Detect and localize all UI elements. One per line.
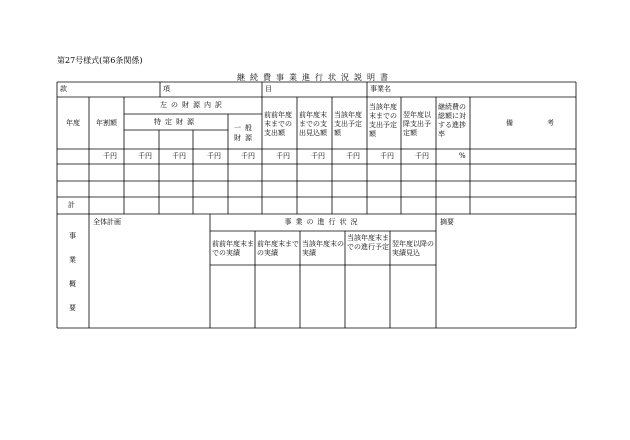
header-yokunendo: 翌年度以降支出予定額 bbox=[403, 111, 431, 137]
summary-char-2: 業 bbox=[69, 256, 76, 264]
col-zenzen-jisseki: 前前年度末までの実績 bbox=[212, 240, 254, 257]
unit-tokutei-3: 千円 bbox=[207, 152, 221, 160]
unit-yokunendo: 千円 bbox=[415, 152, 429, 160]
header-shinchoku: 継続費の総額に対する進捗率 bbox=[438, 103, 466, 138]
unit-tougai-shishutsu: 千円 bbox=[346, 152, 360, 160]
unit-tougai-made: 千円 bbox=[380, 152, 394, 160]
unit-zennendo: 千円 bbox=[311, 152, 325, 160]
jigyo-name-label: 事業名 bbox=[370, 85, 391, 93]
tekiyo-label: 摘要 bbox=[440, 218, 454, 226]
col-zennendo-jisseki: 前年度末までの実績 bbox=[257, 240, 299, 257]
header-tougai-made: 当該年度末までの支出予定額 bbox=[369, 103, 397, 138]
summary-char-4: 要 bbox=[69, 304, 76, 312]
header-nenwari: 年割額 bbox=[96, 119, 117, 127]
col-tougai-made-yotei: 当該年度末までの進行予定 bbox=[347, 234, 389, 251]
unit-shinchoku: % bbox=[459, 152, 466, 160]
unit-tokutei-2: 千円 bbox=[172, 152, 186, 160]
header-zaigen-uchiwake: 左の財源内訳 bbox=[160, 101, 226, 109]
header-zaigen: 財源 bbox=[234, 134, 256, 142]
document-title: 継続費事業進行状況説明書 bbox=[237, 73, 393, 82]
summary-char-1: 事 bbox=[69, 232, 76, 240]
summary-char-3: 概 bbox=[69, 280, 76, 288]
col-yokunendo-mikomi: 翌年度以降の実績見込 bbox=[392, 240, 434, 257]
header-tokutei-zaigen: 特定財源 bbox=[154, 118, 198, 126]
moku-label: 目 bbox=[265, 85, 272, 93]
kou-label: 項 bbox=[163, 85, 170, 93]
header-tougai-shishutsu: 当該年度支出予定額 bbox=[334, 111, 362, 137]
header-zenzen: 前前年度末までの支出額 bbox=[264, 111, 292, 137]
form-number: 第27号様式(第6条関係) bbox=[57, 56, 143, 65]
unit-tokutei-1: 千円 bbox=[138, 152, 152, 160]
unit-ippan: 千円 bbox=[241, 152, 255, 160]
progress-status-label: 事業の進行状況 bbox=[284, 218, 362, 226]
overall-plan-label: 全体計画 bbox=[93, 218, 121, 226]
header-biko: 備考 bbox=[506, 119, 588, 127]
unit-zenzen: 千円 bbox=[276, 152, 290, 160]
col-tougai-jisseki: 当該年度末の実績 bbox=[302, 240, 344, 257]
total-label: 計 bbox=[68, 201, 75, 209]
header-ippan: 一般 bbox=[234, 124, 256, 132]
header-nendo: 年度 bbox=[66, 119, 80, 127]
unit-nenwari: 千円 bbox=[103, 152, 117, 160]
header-zennendo: 前年度末までの支出見込額 bbox=[299, 111, 327, 137]
kan-label: 款 bbox=[60, 85, 67, 93]
